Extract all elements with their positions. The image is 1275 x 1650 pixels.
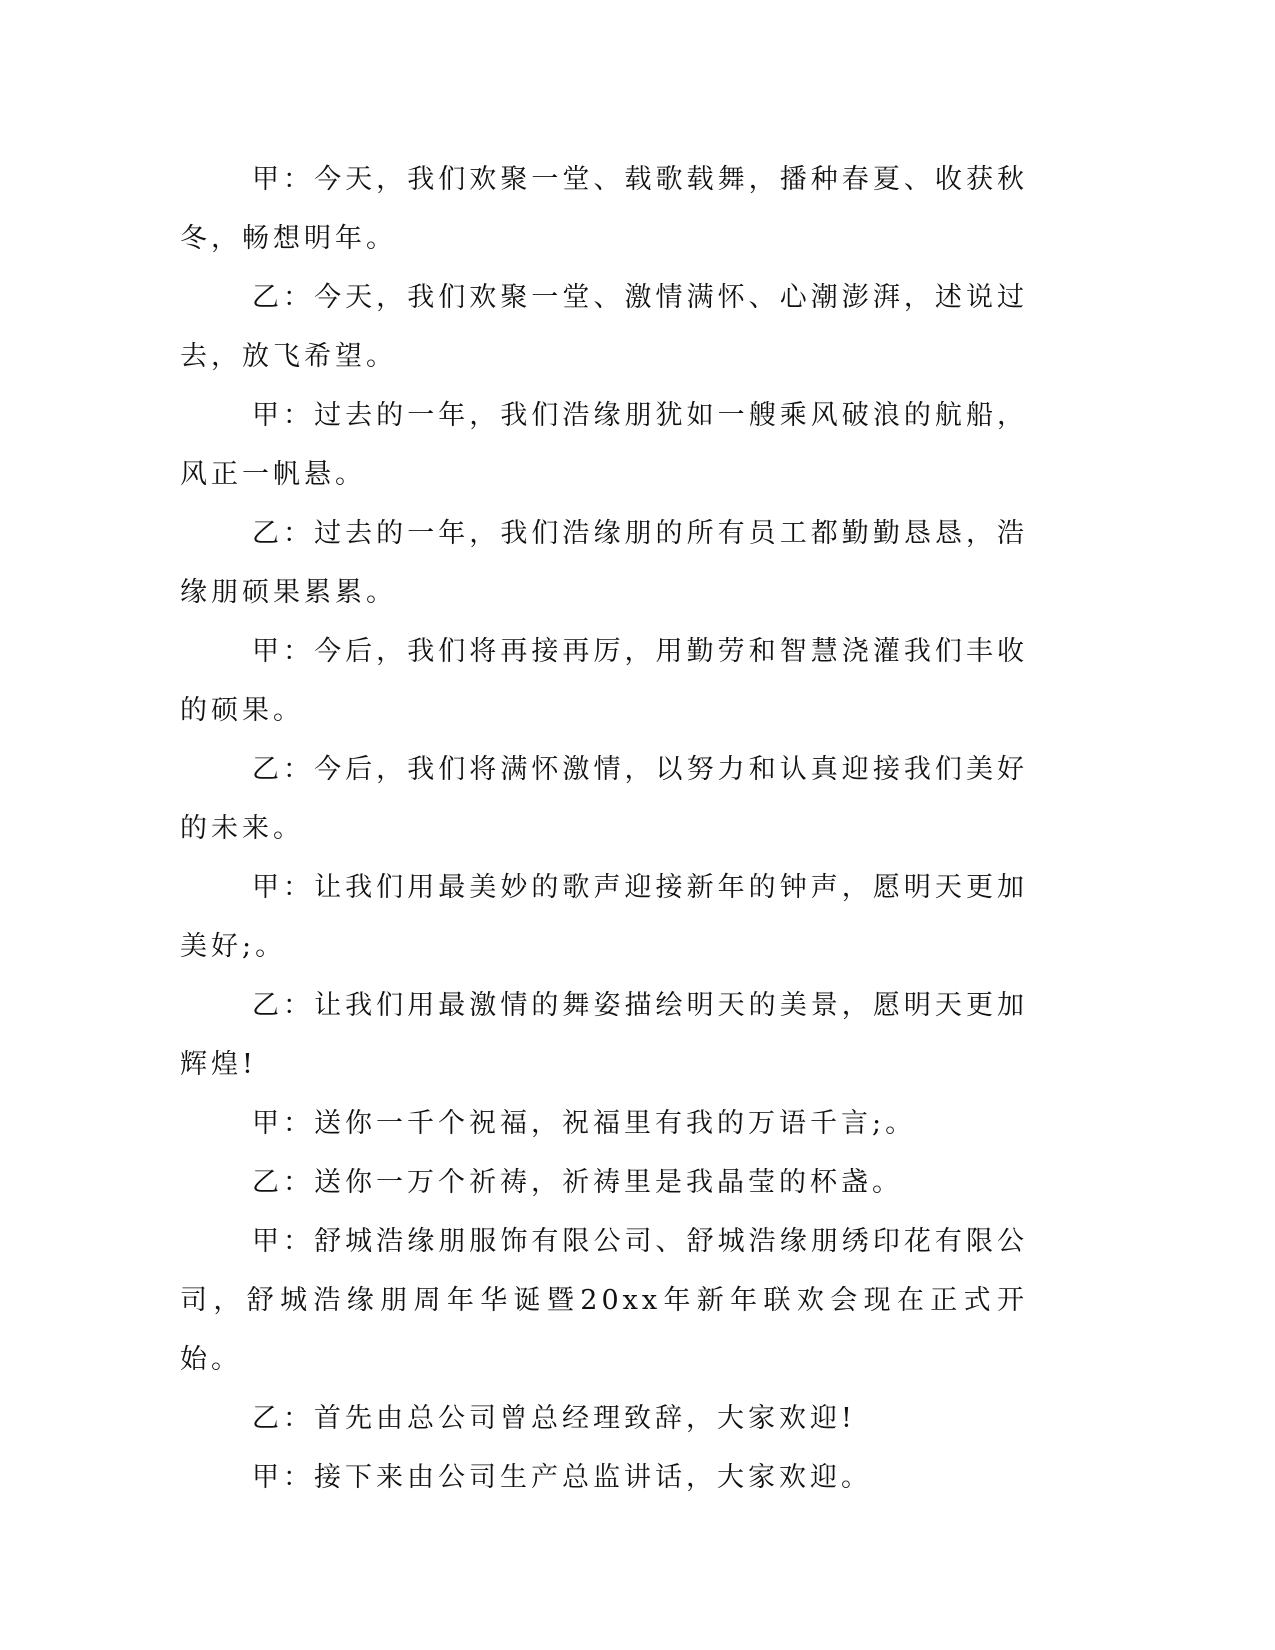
paragraph: 乙：今后，我们将满怀激情，以努力和认真迎接我们美好的未来。: [180, 754, 1028, 844]
paragraph: 甲：过去的一年，我们浩缘朋犹如一艘乘风破浪的航船，风正一帆悬。: [180, 400, 1028, 490]
paragraph: 乙：送你一万个祈祷，祈祷里是我晶莹的杯盏。: [252, 1167, 903, 1198]
paragraph: 甲：今天，我们欢聚一堂、载歌载舞，播种春夏、收获秋冬，畅想明年。: [180, 164, 1028, 254]
document-body: [180, 150, 1028, 1507]
paragraph: 甲：送你一千个祝福，祝福里有我的万语千言;。: [252, 1108, 917, 1139]
paragraph: 乙：让我们用最激情的舞姿描绘明天的美景，愿明天更加辉煌!: [180, 990, 1028, 1080]
paragraph: 甲：接下来由公司生产总监讲话，大家欢迎。: [252, 1462, 872, 1493]
paragraph: 甲：让我们用最美妙的歌声迎接新年的钟声，愿明天更加美好;。: [180, 872, 1028, 962]
paragraph: 甲：今后，我们将再接再厉，用勤劳和智慧浇灌我们丰收的硕果。: [180, 636, 1028, 726]
paragraph: 乙：首先由总公司曾总经理致辞，大家欢迎!: [252, 1403, 856, 1434]
paragraph: 甲：舒城浩缘朋服饰有限公司、舒城浩缘朋绣印花有限公司，舒城浩缘朋周年华诞暨20xx年新年联欢会现在正式开始。: [180, 1226, 1028, 1375]
paragraph: 乙：今天，我们欢聚一堂、激情满怀、心潮澎湃，述说过去，放飞希望。: [180, 282, 1028, 372]
paragraph: 乙：过去的一年，我们浩缘朋的所有员工都勤勤恳恳，浩缘朋硕果累累。: [180, 518, 1028, 608]
